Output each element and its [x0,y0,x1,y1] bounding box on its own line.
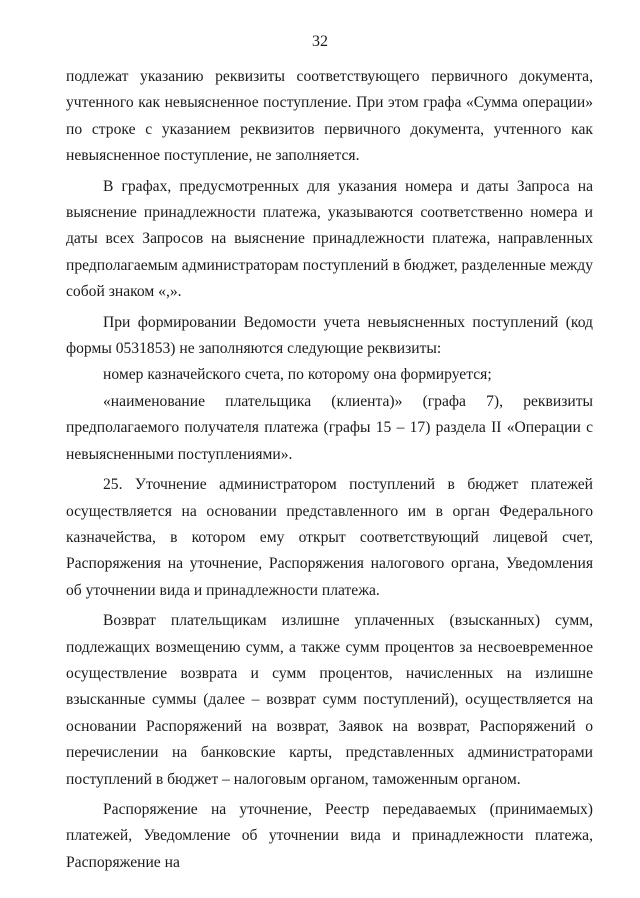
paragraph-4: номер казначейского счета, по которому она формируется; [103,366,492,384]
paragraph-6: 25. Уточнение администратором поступлений в бюджет платежей осуществляется на основании представленного им в орган Федерального казначейства, в котором ему открыт соответствующий лицевой счет, Распоряжения на уточнение, Распоряжения налогового органа, Уведомления об уточнении вида и принадлежности платежа. [66,476,593,599]
paragraph-5: «наименование плательщика (клиента)» (графа 7), реквизиты предполагаемого получателя платежа (графы 15 – 17) раздела II «Операции с невыясненными поступлениями». [66,392,593,463]
paragraph-3: При формировании Ведомости учета невыясненных поступлений (код формы 0531853) не заполняются следующие реквизиты: [66,313,593,358]
paragraph-7: Возврат плательщикам излишне уплаченных (взысканных) сумм, подлежащих возмещению сумм, а также сумм процентов за несвоевременное осуществление возврата и сумм процентов, начисленных на излишне взысканные суммы (далее – возврат сумм поступлений), осуществляется на основании Распоряжений на возврат, Заявок на возврат, Распоряжений о перечислении на банковские карты, представленных администраторами поступлений в бюджет – налоговым органом, таможенным органом. [66,612,593,788]
paragraph-2: В графах, предусмотренных для указания номера и даты Запроса на выяснение принадлежности платежа, указываются соответственно номера и даты всех Запросов на выяснение принадлежности платежа, направленных предполагаемым администраторам поступлений в бюджет, разделенные между собой знаком «,». [66,177,593,301]
document-body [66,64,593,876]
page-number: 32 [312,33,328,50]
paragraph-8: Распоряжение на уточнение, Реестр передаваемых (принимаемых) платежей, Уведомление об уточнении вида и принадлежности платежа, Распоряжение на [66,800,593,871]
paragraph-1: подлежат указанию реквизиты соответствующего первичного документа, учтенного как невыясненное поступление. При этом графа «Сумма операции» по строке с указанием реквизитов первичного документа, учтенного как невыясненное поступление, не заполняется. [66,68,593,165]
